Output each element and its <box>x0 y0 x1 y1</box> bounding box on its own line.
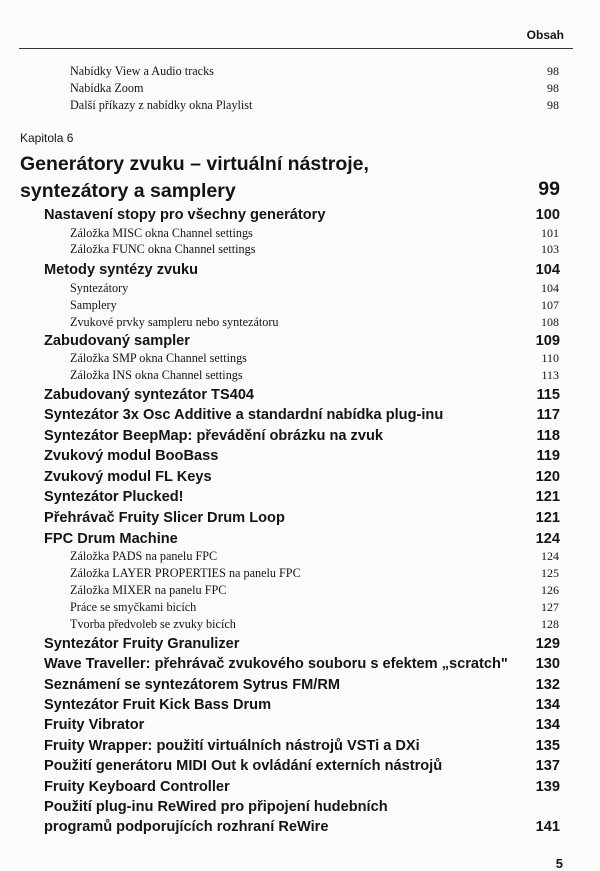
entry-page: 141 <box>535 819 560 835</box>
entry-title: Tvorba předvoleb se zvuky bicích <box>70 617 236 631</box>
entry-title: FPC Drum Machine <box>44 531 178 547</box>
entry-page: 127 <box>541 600 559 614</box>
entry-page: 128 <box>541 617 559 631</box>
entry-page: 103 <box>541 242 559 256</box>
chapter-page: 99 <box>538 178 560 200</box>
running-header <box>0 24 573 46</box>
entry-page: 124 <box>535 531 560 547</box>
entry-title: Záložka FUNC okna Channel settings <box>70 242 256 256</box>
entry-page: 101 <box>541 226 559 240</box>
entry-title: Samplery <box>70 298 117 312</box>
entry-title: Záložka MIXER na panelu FPC <box>70 583 227 597</box>
entry-title: Syntezátor 3x Osc Additive a standardní nabídka plug-inu <box>44 407 444 423</box>
entry-title: Syntezátor Fruit Kick Bass Drum <box>44 697 272 713</box>
entry-title: Zvukový modul FL Keys <box>44 469 212 485</box>
entry-title: Zvukový modul BooBass <box>44 448 219 464</box>
entry-page: 137 <box>535 758 560 774</box>
entry-title: Syntezátory <box>70 281 129 295</box>
entry-title: Nabídka Zoom <box>70 81 144 95</box>
entry-page: 117 <box>536 407 560 423</box>
entry-title: Metody syntézy zvuku <box>44 262 199 278</box>
entry-page: 109 <box>535 333 560 349</box>
entry-title: Seznámení se syntezátorem Sytrus FM/RM <box>44 677 341 693</box>
entry-page: 126 <box>541 583 559 597</box>
entry-page: 135 <box>535 738 560 754</box>
entry-page: 98 <box>547 81 559 95</box>
entry-title: Použití generátoru MIDI Out k ovládání externích nástrojů <box>44 758 443 774</box>
entry-title: Záložka INS okna Channel settings <box>70 368 243 382</box>
chapter-title-line: syntezátory a samplery <box>20 180 236 202</box>
entry-page: 100 <box>535 207 560 223</box>
entry-title: Syntezátor Plucked! <box>44 489 184 505</box>
entry-title: Nastavení stopy pro všechny generátory <box>44 207 326 223</box>
entry-page: 118 <box>536 428 560 444</box>
entry-page: 115 <box>536 387 560 403</box>
entry-page: 120 <box>535 469 560 485</box>
entry-page: 134 <box>535 717 560 733</box>
entry-title: Wave Traveller: přehrávač zvukového souboru s efektem „scratch" <box>44 656 508 672</box>
entry-page: 98 <box>547 98 559 112</box>
entry-title: Syntezátor Fruity Granulizer <box>44 636 240 652</box>
entry-page: 110 <box>541 351 559 365</box>
header-rule <box>19 48 573 49</box>
entry-page: 125 <box>541 566 559 580</box>
entry-title: Záložka SMP okna Channel settings <box>70 351 247 365</box>
entry-title: Zabudovaný syntezátor TS404 <box>44 387 255 403</box>
entry-page: 104 <box>541 281 559 295</box>
entry-title: Syntezátor BeepMap: převádění obrázku na zvuk <box>44 428 383 444</box>
chapter-title <box>20 151 480 205</box>
entry-page: 108 <box>541 315 559 329</box>
entry-page: 121 <box>535 510 560 526</box>
entry-title: Nabídky View a Audio tracks <box>70 64 214 78</box>
entry-title: Fruity Keyboard Controller <box>44 779 230 795</box>
entry-page: 124 <box>541 549 559 563</box>
entry-page: 121 <box>535 489 560 505</box>
header-title: Obsah <box>526 28 564 42</box>
entry-title: Záložka MISC okna Channel settings <box>70 226 253 240</box>
entry-page: 129 <box>535 636 560 652</box>
entry-page: 113 <box>541 368 559 382</box>
entry-page: 98 <box>547 64 559 78</box>
entry-page: 130 <box>535 656 560 672</box>
entry-title: Další příkazy z nabídky okna Playlist <box>70 98 253 112</box>
entry-title: Přehrávač Fruity Slicer Drum Loop <box>44 510 285 526</box>
entry-page: 107 <box>541 298 559 312</box>
page-number: 5 <box>555 856 563 871</box>
entry-page: 139 <box>535 779 560 795</box>
entry-title: Záložka PADS na panelu FPC <box>70 549 218 563</box>
chapter-label: Kapitola 6 <box>20 131 74 145</box>
entry-page: 132 <box>535 677 560 693</box>
entry-title: Zvukové prvky sampleru nebo syntezátoru <box>70 315 279 329</box>
entry-title: programů podporujících rozhraní ReWire <box>44 819 329 835</box>
entry-title: Zabudovaný sampler <box>44 333 190 349</box>
entry-title: Použití plug-inu ReWired pro připojení hudebních <box>44 799 388 815</box>
entry-page: 104 <box>535 262 560 278</box>
entry-title: Fruity Vibrator <box>44 717 145 733</box>
chapter-title-line: Generátory zvuku – virtuální nástroje, <box>20 153 369 175</box>
entry-title: Práce se smyčkami bicích <box>70 600 197 614</box>
entry-page: 119 <box>536 448 560 464</box>
entry-title: Záložka LAYER PROPERTIES na panelu FPC <box>70 566 301 580</box>
entry-page: 134 <box>535 697 560 713</box>
entry-title: Fruity Wrapper: použití virtuálních nástrojů VSTi a DXi <box>44 738 420 754</box>
